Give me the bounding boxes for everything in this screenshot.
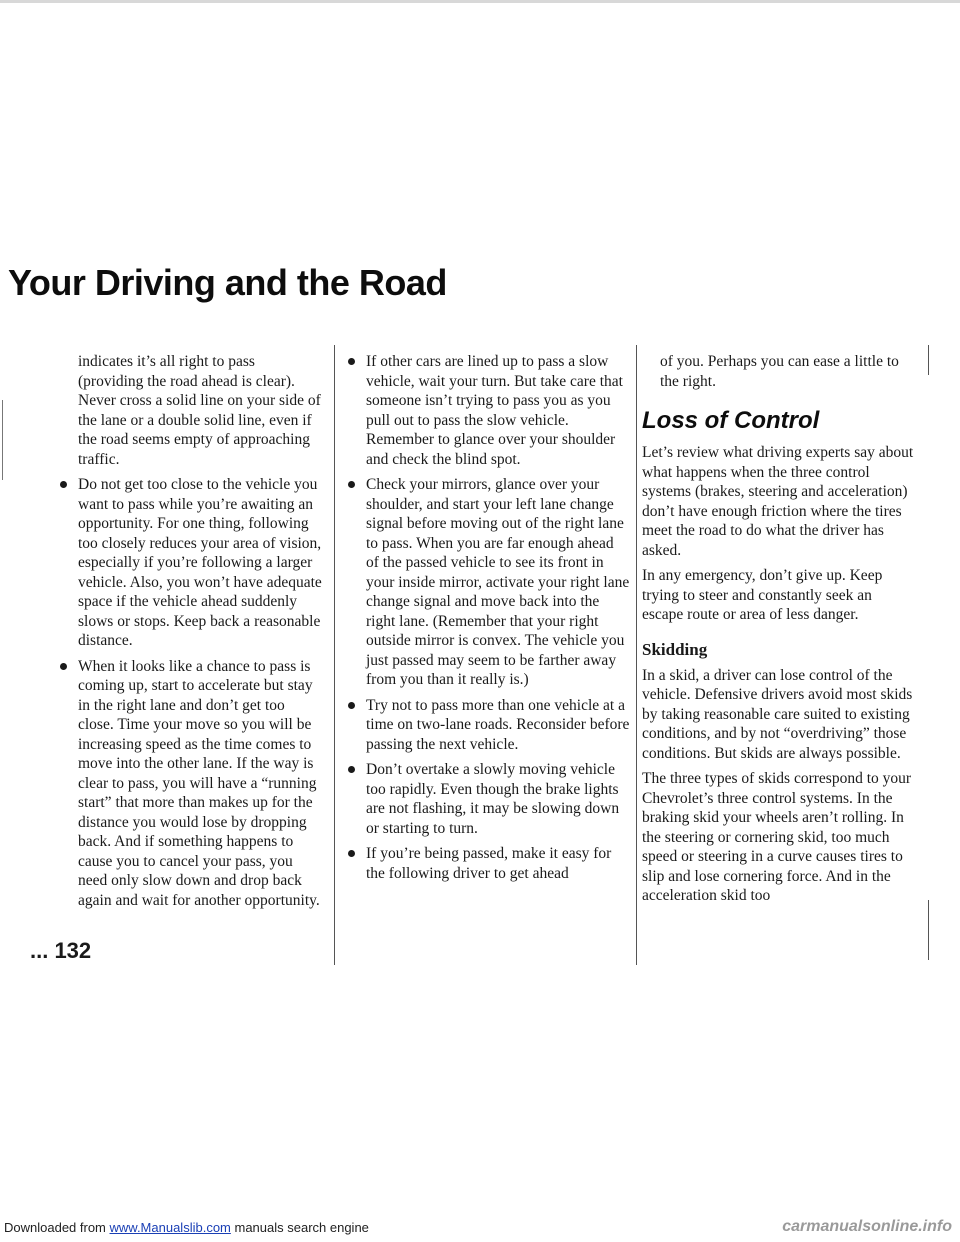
bullet-icon: [348, 850, 355, 857]
continuation-paragraph: indicates it’s all right to pass (providing the road ahead is clear). Never cross a solid line on your side of the lane or a double solid line, even if the road seems empty of approaching traffic.: [78, 353, 321, 468]
list-item: [348, 475, 630, 690]
margin-mark: [2, 400, 3, 480]
list-item-text: When it looks like a chance to pass is coming up, start to accelerate but stay in the right lane and don’t get too close. Time your move so you will be increasing speed as the time comes to move into the other lane. If the way is clear to pass, you will have a “running start” that more than makes up for the distance you would lose by dropping back. And if something happens to cause you to cancel your pass, you need only slow down and drop back again and wait for another opportunity.: [78, 657, 320, 909]
footer: [0, 1218, 960, 1240]
column-divider: [636, 345, 637, 965]
bullet-list: [60, 475, 322, 910]
list-item-text: Try not to pass more than one vehicle at a time on two-lane roads. Reconsider before passing the next vehicle.: [366, 696, 630, 753]
list-item: [348, 352, 630, 469]
paragraph: The three types of skids correspond to your Chevrolet’s three control systems. In the braking skid your wheels aren’t rolling. In the steering or cornering skid, too much speed or steering in a curve causes tires to slip and lose cornering force. And in the acceleration skid too: [642, 770, 912, 904]
bullet-icon: [60, 481, 67, 488]
bullet-icon: [348, 766, 355, 773]
paragraph: In any emergency, don’t give up. Keep trying to steer and constantly seek an escape route or area of less danger.: [642, 567, 883, 623]
section-heading: Loss of Control: [642, 407, 820, 434]
paragraph: In a skid, a driver can lose control of the vehicle. Defensive drivers avoid most skids by taking reasonable care suited to existing conditions, and by not “overdriving” those conditions. But skids are always possible.: [642, 666, 913, 762]
manualslib-link[interactable]: www.Manualslib.com: [109, 1220, 231, 1235]
list-item-text: Check your mirrors, glance over your shoulder, and start your left lane change signal before moving out of the right lane to pass. When you are far enough ahead of the passed vehicle to see its front in your inside mirror, activate your right lane change signal and move back into the right lane. (Remember that your right outside mirror is convex. The vehicle you just passed may seem to be farther away from you than it really is.): [366, 476, 630, 688]
footer-credit: [4, 1220, 369, 1235]
list-item: [348, 696, 630, 755]
list-item: [60, 657, 322, 911]
page-title: Your Driving and the Road: [8, 262, 447, 303]
bullet-icon: [60, 663, 67, 670]
list-item: [348, 844, 630, 883]
column-middle: [348, 352, 630, 883]
bullet-icon: [348, 702, 355, 709]
column-divider: [928, 900, 929, 960]
column-divider: [334, 345, 335, 965]
list-item: [348, 760, 630, 838]
continuation-paragraph: of you. Perhaps you can ease a little to the right.: [660, 353, 899, 390]
bullet-list: [348, 352, 630, 883]
paragraph: Let’s review what driving experts say about what happens when the three control systems (brakes, steering and acceleration) don’t have enough friction where the tires meet the road to do what the driver has asked.: [642, 444, 914, 559]
list-item: [60, 475, 322, 651]
watermark-text: carmanualsonline.info: [782, 1218, 952, 1235]
list-item-text: If you’re being passed, make it easy for the following driver to get ahead: [366, 845, 612, 882]
page-number: ... 132: [30, 938, 92, 963]
column-left: [60, 352, 322, 910]
footer-suffix: manuals search engine: [230, 1220, 369, 1235]
bullet-icon: [348, 481, 355, 488]
list-item-text: If other cars are lined up to pass a slow vehicle, wait your turn. But take care that someone isn’t trying to pass you as you pull out to pass the slow vehicle. Remember to glance over your shoulder and check the blind spot.: [366, 353, 623, 468]
list-item-text: Don’t overtake a slowly moving vehicle too rapidly. Even though the brake lights are not flashing, it may be slowing down or starting to turn.: [366, 761, 620, 837]
bullet-icon: [348, 358, 355, 365]
header-rule: [0, 0, 960, 3]
subsection-heading: Skidding: [642, 639, 708, 659]
footer-prefix: Downloaded from: [4, 1220, 110, 1235]
column-right: [642, 352, 917, 906]
list-item-text: Do not get too close to the vehicle you want to pass while you’re awaiting an opportunity. For one thing, following too closely reduces your area of vision, especially if you’re following a larger vehicle. Also, you won’t have adequate space if the vehicle ahead suddenly slows or stops. Keep back a reasonable distance.: [78, 476, 322, 649]
column-divider: [928, 345, 929, 375]
